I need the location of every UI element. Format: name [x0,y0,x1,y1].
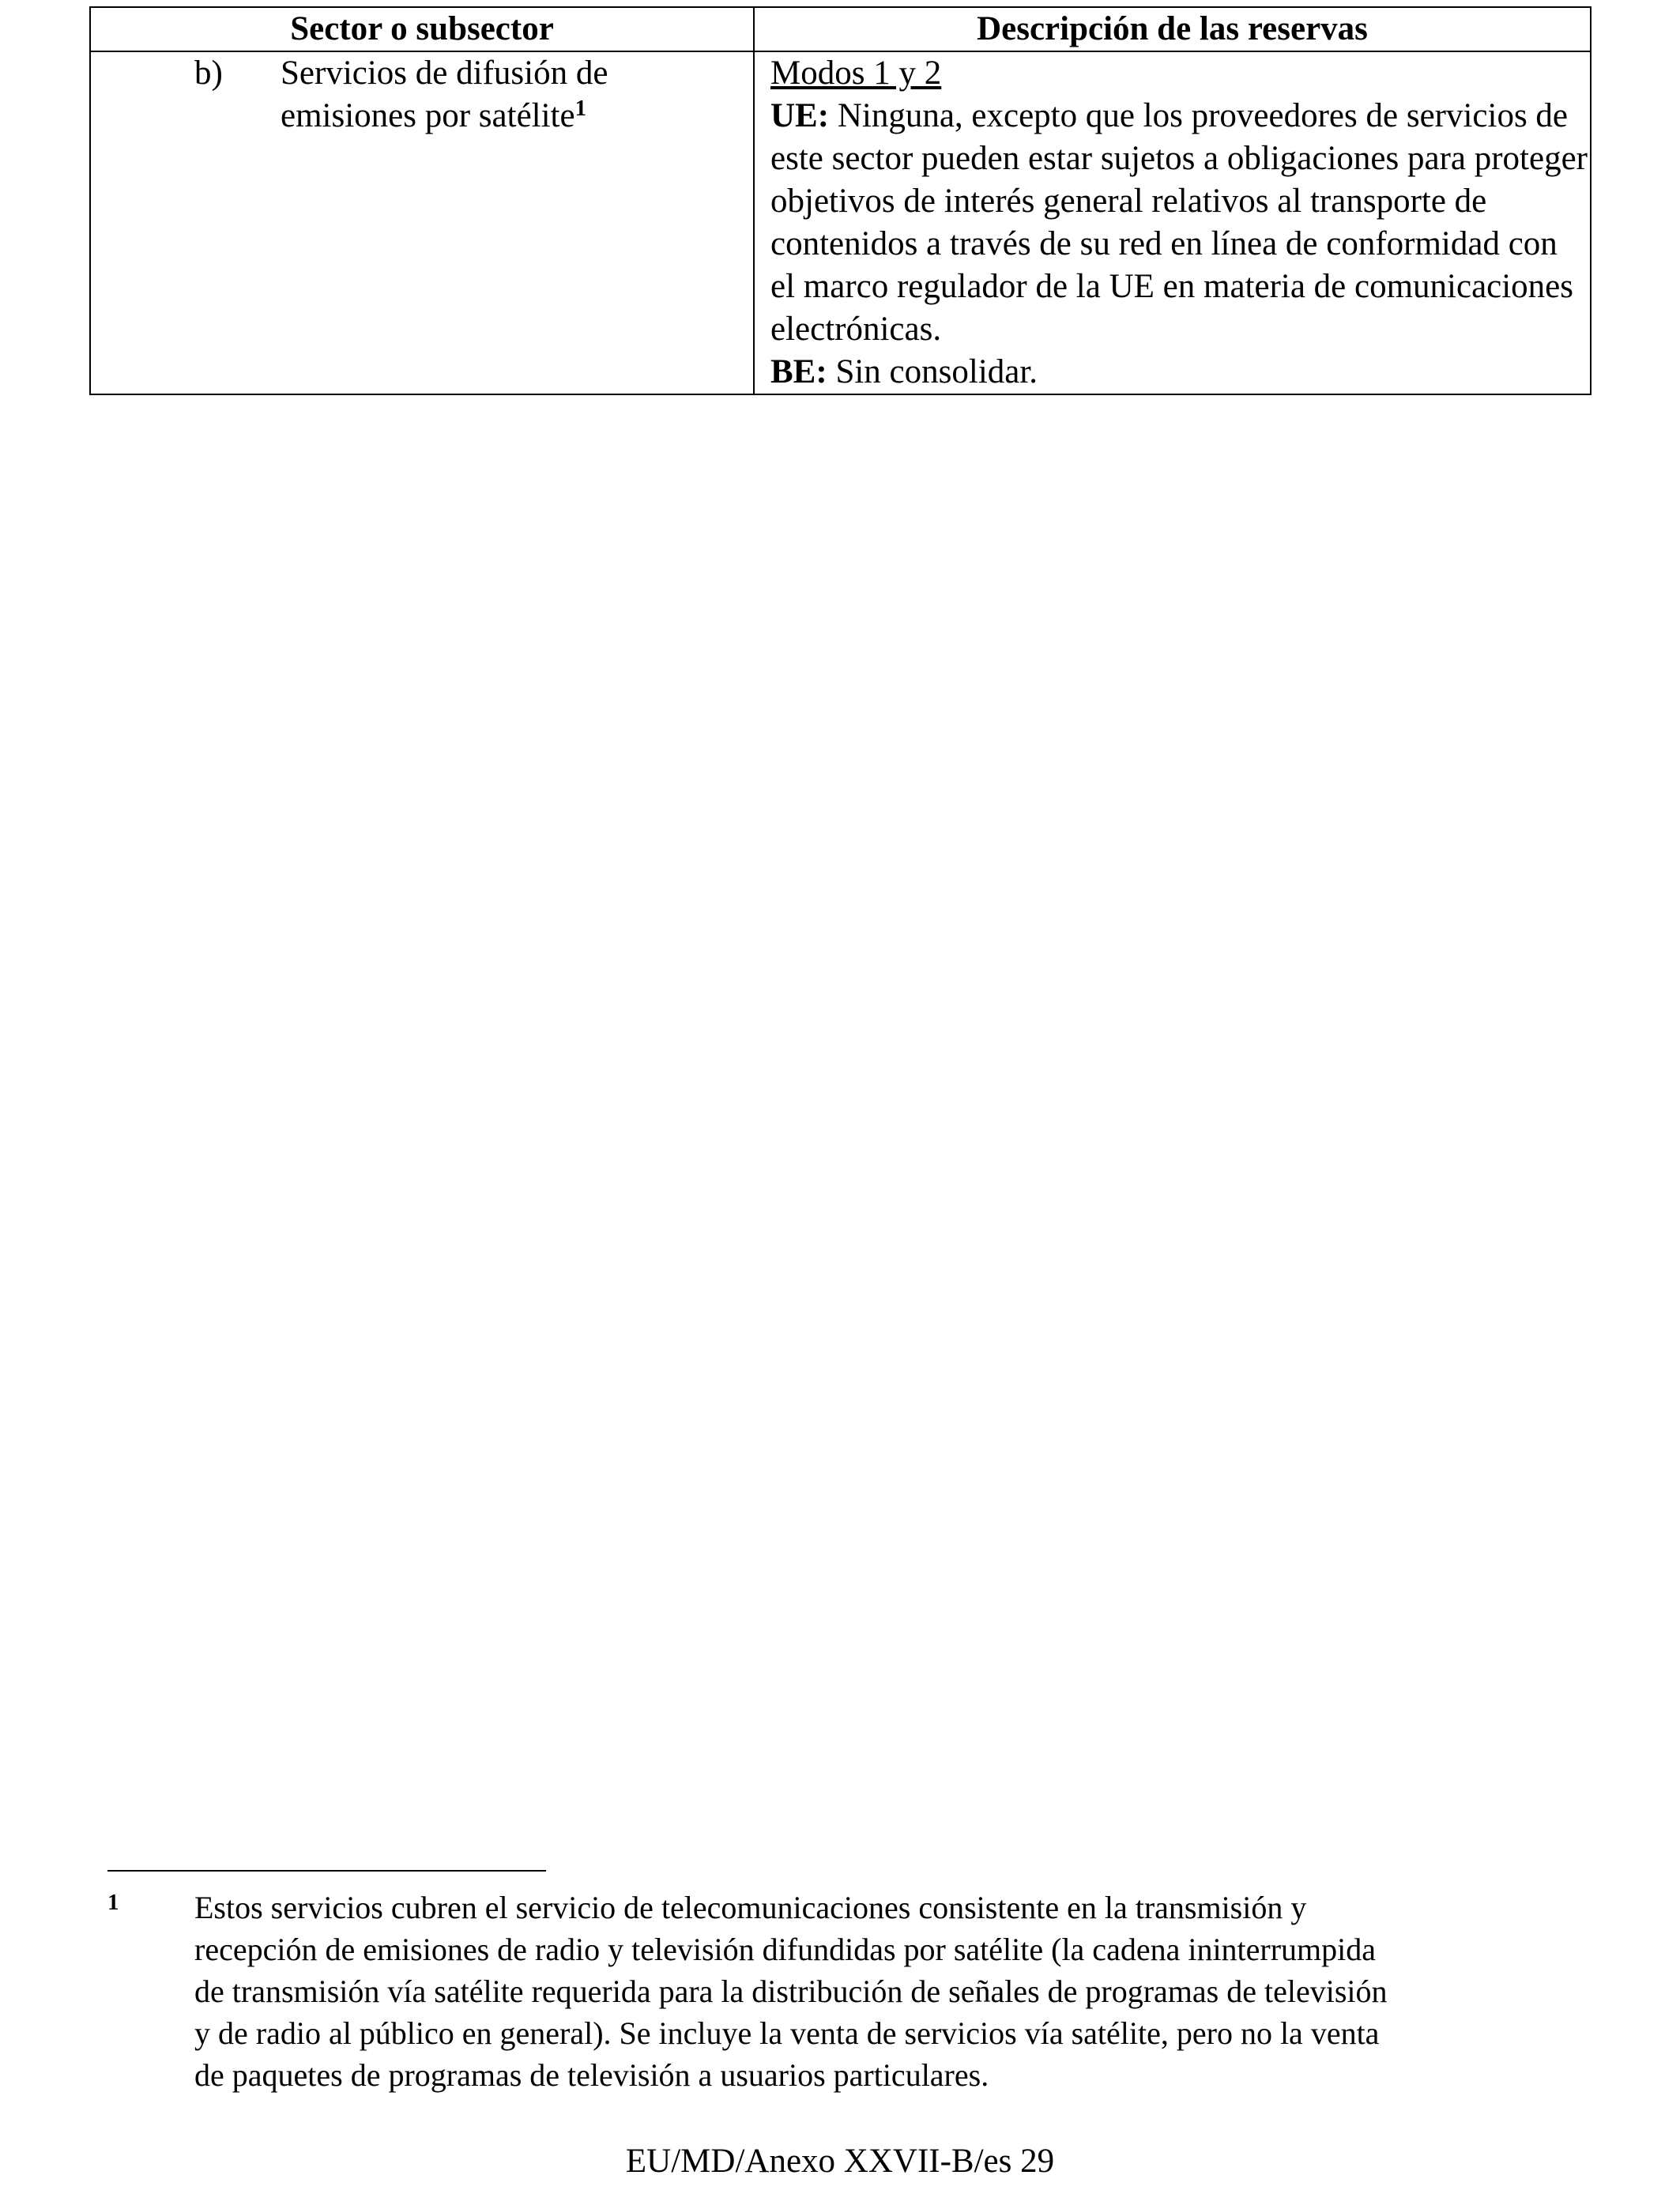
description-cell [754,51,1591,394]
be-text: Sin consolidar. [827,353,1038,390]
footnote-line: y de radio al público en general). Se incluye la venta de servicios vía satélite, pero no la venta [194,2015,1380,2051]
footnote-line: de transmisión vía satélite requerida para la distribución de señales de programas de televisión [194,1973,1388,2009]
table-row [90,51,1591,394]
table-header-row [90,7,1591,51]
page-footer: EU/MD/Anexo XXVII-B/es 29 [625,2143,1055,2180]
sector-name [281,52,676,138]
footnote-separator [107,1870,546,1872]
be-label: BE: [770,353,827,390]
header-sector: Sector o subsector [90,7,754,51]
reservations-table [89,6,1591,395]
modes-heading: Modos 1 y 2 [770,55,942,92]
be-reservation [770,351,1590,394]
ue-label: UE: [770,97,830,134]
footnote-line: recepción de emisiones de radio y televisión difundidas por satélite (la cadena ininterrumpida [194,1932,1377,1967]
footnote-reference[interactable]: 1 [574,96,587,121]
ue-text: Ninguna, excepto que los proveedores de servicios de este sector pueden estar sujetos a obligaciones para proteger objetivos de interés general relativos al transporte de contenidos a través de su red en línea de conformidad con el marco regulador de la UE en materia de comunicaciones electrónicas. [770,97,1588,348]
footnote-text [194,1887,1680,2096]
sector-name-line2: emisiones por satélite [281,97,575,134]
footnote-line: Estos servicios cubren el servicio de telecomunicaciones consistente en la transmisión y [194,1890,1307,1925]
sector-cell [90,51,754,394]
ue-reservation [770,95,1590,351]
footnote-line: de paquetes de programas de televisión a usuarios particulares. [194,2057,989,2093]
footnote-number: 1 [107,1890,119,1915]
item-letter: b) [194,55,223,92]
header-description: Descripción de las reservas [754,7,1591,51]
sector-name-line1: Servicios de difusión de [281,55,608,92]
